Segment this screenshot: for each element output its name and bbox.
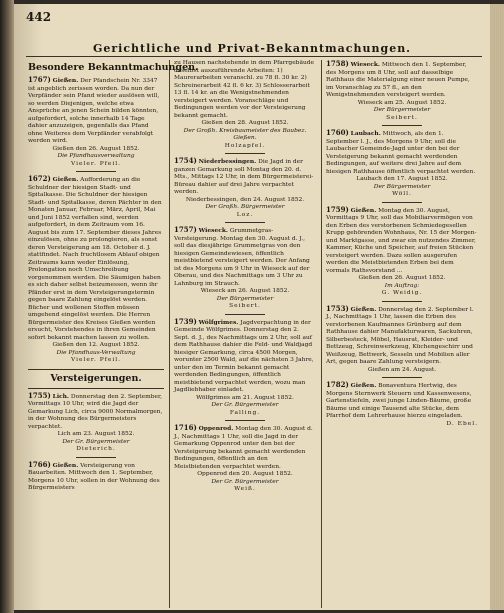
notice-authority: Der Gr. Bürgermeister (211, 402, 279, 408)
notice-number: 1782) (326, 380, 349, 389)
notice-1759 (326, 206, 478, 298)
notice-place: Wölfgrimes. (198, 318, 239, 326)
notice-signature: Wöll. (392, 191, 412, 197)
notice-text: Jagdverpachtung in der Gemeinde Wölfgrimes. Donnerstag den 2. Sept. d. J., des Nachmittags um 2 Uhr, soll auf dem Rathhause dahier die Feld- und Waldjagd hiesiger Gemarkung, circa 4500 Morgen, worunter 2500 Wald, auf die nächsten 3 Jahre, unter den im Termin bekannt gemacht werdenden Bedingungen, öffentlich meistbietend verpachtet werden, wozu man Jagdliebhaber einladet. (174, 319, 314, 393)
notice-text: Die Jagd in der ganzen Gemarkung soll Montag den 20. d. Mts., Mittags 12 Uhr, in dem Bürgermeisterei-Büreau dahier auf drei Jahre verpachtet werden. (174, 159, 314, 195)
notice-text: Der Pfandschein Nr. 3347 ist angeblich zerissen worden. Da nun der Verpfänder sein Pfand wieder auslösen will, so werden Diejenigen, welche etwa Ansprüche an jenen Schein bilden könnten, aufgefordert, solche innerhalb 14 Tage dahier anzuzeigen, gegenfalls das Pfand ohne Weiteres dem Verpfänder verabfolgt werden wird. (28, 78, 160, 144)
section-heading-auctions: Versteigerungen. (50, 372, 142, 384)
notice-text: Mittwoch, als den 1. September l. J., des Morgens 9 Uhr, soll die Laubacher Gemeinde-Jagd unter den bei der Versteigerung bekannt gemacht werdenden Bedingungen, auf weitere drei Jahre auf dem hiesigen Rathhause öffentlich verpachtet werden. (326, 131, 476, 175)
section-heading-special-notices: Besondere Bekanntmachungen. (28, 62, 199, 73)
notice-authority: Die Pfandhaus-Verwaltung (56, 349, 136, 356)
notice-place: Niederbessingen. (198, 158, 257, 165)
notice-1782 (326, 381, 478, 428)
notice-text: Nach fruchtlosem Ablauf obigen Zeitraums kann weder Einlösung, Prolongation noch Umschreibung vorgenommen werden. Die Säumigen haben es sich daher selbst beizumessen, wenn ihr Pfänder erst in dem Versteigerungstermin gegen baare Zahlung eingelöst werden. (28, 252, 161, 303)
notice-1753 (326, 305, 478, 375)
notice-authority: Der Bürgermeister (216, 295, 274, 302)
notice-text: Mittwoch den 1. September, des Morgens um 8 Uhr, soll auf dasselbige Rathhaus die Materialgung einer neuen Pumpe, im Voranschlag zu 57 fl., an den Wenigstnehmenden versteigert werden. (326, 62, 470, 98)
page-title: Gerichtliche und Privat-Bekanntmachungen. (92, 42, 412, 55)
notice-text: Donnerstag den 2. September, Vormittags 10 Uhr, wird die Jagd der Gemarkung Lich, circa 9000 Normalmorgen, in der Wohnung des Bürgermeisters verpachtet. (28, 393, 163, 430)
notice-1739 (174, 318, 316, 418)
header-rule (26, 56, 482, 57)
notice-text: Montag den 30. August d. J., Nachmittags 1 Uhr, soll die Jagd in der Gemarkung Oppenrod unter den bei der Versteigerung bekannt gemacht werdenden Bedingungen, öffentlich an den Meistbietenden verpachtet werden. (174, 426, 313, 470)
column-middle (174, 60, 316, 608)
notice-authority: Der Gr. Bürgermeister (62, 438, 130, 445)
notice-number: 1753) (326, 303, 349, 313)
notice-number: 1766) (28, 459, 51, 469)
notice-separator (76, 457, 116, 458)
notice-1758 (326, 60, 478, 122)
notice-1757 (174, 226, 316, 311)
notice-1754 (174, 157, 316, 219)
section-rule (28, 369, 164, 370)
notice-number: 1760) (326, 128, 349, 137)
notice-authority: Der Bürgermeister (373, 183, 431, 190)
notice-number: 1672) (28, 174, 51, 183)
notice-separator (382, 202, 422, 203)
notice-date: Gießen den 28. August 1852. (201, 120, 289, 126)
notice-text: Aufforderung an die Schuldner der hiesigen Stadt- und Spitalkasse. Die Schuldner der hiesigen Stadt- und Spitalkasse, deren Pächter in den Monaten Januar, Februar, März, April, Mai und Juni 1852 verfallen sind, werden aufgefordert, in dem Zeitraum vom 16. August bis zum 17. September dieses Jahres einzulösen, ohne zu prolongieren, als sonst deren Versteigerung am 18. October d. J. stattfindet. (28, 177, 162, 258)
notice-authority: Der Gr. Bürgermeister (211, 478, 279, 485)
notice-signature: Seibert. (386, 114, 418, 121)
notice-1755 (28, 392, 164, 454)
notice-date: Niederbessingen, den 24. August 1852. (185, 196, 305, 203)
notice-number: 1759) (326, 204, 349, 214)
notice-number: 1757) (174, 225, 197, 234)
notice-signature: Vieler. Pfeil. (70, 357, 122, 363)
notice-1767 (28, 76, 164, 168)
page-number: 442 (26, 10, 52, 24)
notice-date: Gießen am 24. August. (367, 366, 437, 373)
notice-date: Wölfgrimes am 21. August 1852. (196, 394, 294, 401)
page-stack-edge (490, 4, 504, 610)
notice-place: Gießen. (52, 77, 79, 84)
notice-date: Gießen den 26. August 1852. (52, 145, 140, 152)
notice-authority: Die Pfandhausverwaltung (57, 153, 135, 159)
notice-separator (225, 222, 265, 223)
notice-1760 (326, 129, 478, 199)
notice-1766 (28, 461, 164, 493)
section-rule (28, 388, 164, 389)
notice-text: Versteigerung von Bauarbeiten. Mittwoch den 1. September, Morgens 10 Uhr, sollen in der Wohnung des Bürgermeisters (28, 462, 160, 491)
notice-signature: Weiß. (234, 486, 256, 492)
notice-number: 1767) (28, 75, 51, 84)
notice-separator (225, 420, 265, 421)
notice-place: Wieseck. (350, 61, 380, 68)
notice-signature: G. Weidig. (381, 290, 423, 296)
notice-text: Grummetgras-Versteigerung. Montag den 30. August d. J., soll das diesjährige Grummetgras von den hiesigen Gemeindewiesen, öffentlich meistbietend versteigert werden. Der Anfang ist des Morgens um 9 Uhr in Wieseck auf der Oberau, und des Nachmittags um 3 Uhr zu Lahnburg im Strauch. (174, 228, 310, 287)
notice-signature: Loz. (236, 211, 254, 218)
notice-date: Gießen den 12. August 1852. (52, 342, 140, 348)
notice-1766-continued (174, 60, 316, 150)
notice-place: Oppenrod. (198, 425, 234, 432)
gazette-page (14, 4, 490, 610)
notice-number: 1755) (28, 390, 51, 400)
notice-place: Lich. (52, 392, 69, 400)
notice-date: Wieseck am 25. August 1852. (357, 99, 447, 106)
notice-text: Die Herren Bürgermeister des Kreises Gießen werden ersucht, Vorstehendes in ihren Gemeinden sofort bekannt machen lassen zu wollen. (28, 312, 156, 341)
book-spine-shadow (0, 0, 14, 613)
notice-date: Lich am 23. August 1852. (57, 431, 135, 437)
column-divider (169, 60, 170, 608)
notice-number: 1758) (326, 59, 349, 68)
notice-number: 1754) (174, 156, 197, 165)
notice-place: Gießen. (350, 305, 377, 313)
notice-text: Bonaventura Hertwig, des Morgens Sternwerk Steuern und Kassenwesens, Gartenstiefeln, zwei junge Linden-Bäume, große Bäume und einige Tausend alte Stücke, dem Pfarrhof dem Lehrerhause hierzu eingeladen. (326, 383, 472, 419)
notice-place: Gießen. (350, 206, 377, 214)
notice-signature: Dieterich. (76, 446, 116, 452)
notice-separator (225, 314, 265, 315)
notice-number: 1716) (174, 423, 197, 432)
notice-text: zu Hausen nachstehende in dem Pfarrgebäude daselbst auszuführende Arbeiten: 1) Maurerarbeiten veranschl. zu 78 fl. 30 kr. 2) Schreinerarbeit 42 fl. 6 kr. 3) Schlosserarbeit 13 fl. 14 kr. an die Wenigstnehmenden versteigert werden. Voranschläge und Bedingungen werden vor der Versteigerung bekannt gemacht. (174, 60, 315, 119)
notice-authority: Der Großh. Bürgermeister (205, 204, 285, 210)
notice-signature: Vieler. Pfeil. (70, 160, 122, 167)
notice-separator (382, 301, 422, 302)
notice-place: Wieseck. (198, 227, 228, 234)
notice-date: Oppenrod den 20. August 1852. (197, 471, 293, 477)
notice-text: Montag den 30. August, Vormittags 9 Uhr, soll das Mobiliarvermögen von den Erben des verstorbenen Schmiedegesellen Krupp gehörenden Wohnhaus, Nr. 15 der Morgen- und Marktgasse, und zwar ein nutzendes Zimmer, Kammer, Küche und Speicher, auf freien Stücken versteigert werden. Dazu sollen ausgerufen werden die Meistbietenden Erben bei dem vormals Rathsvorstand ... (326, 207, 477, 274)
column-divider (321, 60, 322, 608)
notice-place: Gießen. (52, 461, 79, 469)
notice-separator (382, 377, 422, 378)
notice-place: Gießen. (350, 382, 377, 389)
notice-date: Gießen den 26. August 1852. (358, 275, 446, 281)
notice-date: Laubach den 17. August 1852. (356, 176, 448, 182)
notice-date: Wieseck am 26. August 1852. (200, 288, 290, 294)
column-right (326, 60, 478, 608)
notice-text: Donnerstag den 2. September l. J., Nachmittags 1 Uhr, lassen die Erben des verstorbenen Kaufmannes Grünberg auf dem Rathhause dahier Manufakturwaren, Sackuhren, Silberbesteck, Möbel, Hausrat, Kleider- und Bettzeug, Schreinwerkzeug, Küchengeschirr und Weißzeug, Bettwerk, Sesseln und Mobilien aller Art, gegen baare Zahlung versteigern. (326, 306, 474, 365)
notice-signature: Seibert. (229, 303, 261, 309)
notice-authority: Der Bürgermeister (373, 107, 431, 113)
notice-number: 1739) (174, 316, 197, 326)
notice-place: Laubach. (350, 130, 381, 137)
notice-signature: Holzapfel. (224, 142, 266, 149)
notice-signature: D. Ebel. (446, 420, 478, 427)
notice-text: Bücher und wollenen Stoffen müssen umgehend eingelöst werden. (28, 304, 140, 318)
notice-1672 (28, 175, 164, 365)
notice-separator (382, 125, 422, 126)
notice-1716 (174, 424, 316, 494)
notice-signature: Falling. (229, 409, 261, 416)
notice-authority: Im Auftrag: (384, 282, 420, 289)
notice-authority: Der Großh. Kreisbaumeister des Baubez. Gießen. (183, 127, 307, 141)
notice-place: Gießen. (52, 176, 79, 183)
notice-separator (225, 153, 265, 154)
notice-separator (76, 171, 116, 172)
